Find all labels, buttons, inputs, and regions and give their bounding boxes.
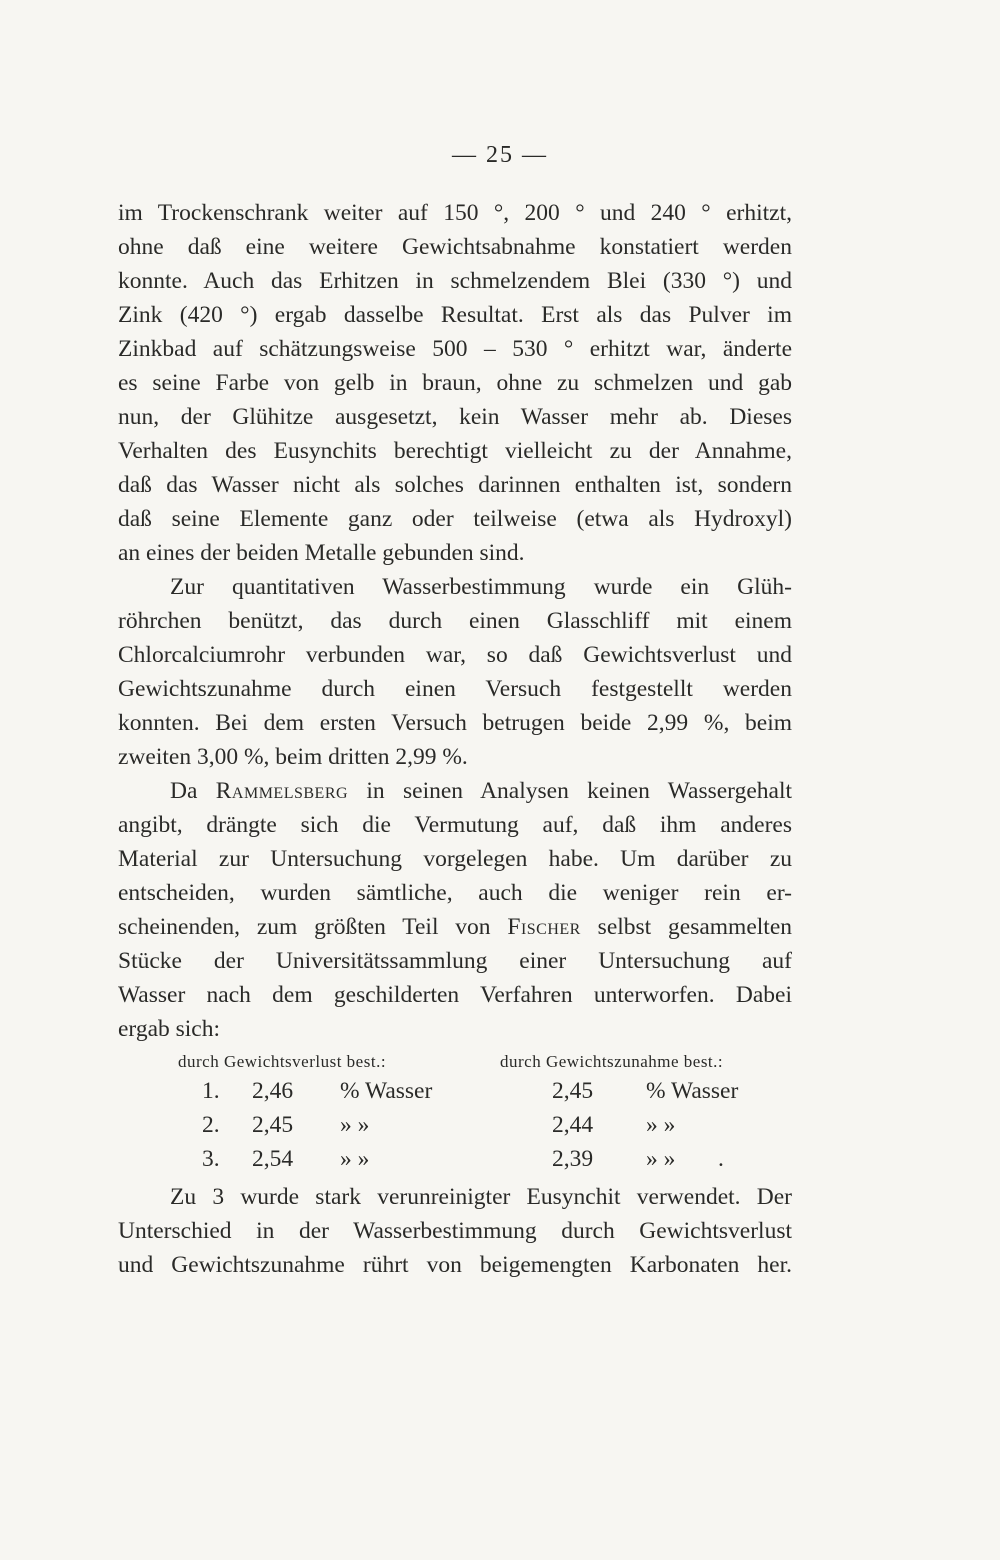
- text-fragment: scheinenden, zum größten Teil von: [118, 914, 508, 940]
- row-terminator: .: [718, 1146, 724, 1172]
- paragraph-4: [118, 1180, 792, 1282]
- text-line: Zink (420 °) ergab dasselbe Resultat. Erst als das Pulver im: [118, 302, 792, 328]
- text-line: Gewichtszunahme durch einen Versuch festgestellt werden: [118, 676, 792, 702]
- text-fragment: selbst gesammelten: [580, 914, 793, 940]
- weight-loss-unit: % Wasser: [340, 1078, 433, 1104]
- weight-gain-unit: % Wasser: [646, 1078, 739, 1104]
- table-row: [0, 1112, 1000, 1144]
- text-line: ohne daß eine weitere Gewichtsabnahme konstatiert werden: [118, 234, 792, 260]
- weight-gain-unit: » »: [646, 1146, 676, 1172]
- text-line: konnte. Auch das Erhitzen in schmelzendem Blei (330 °) und: [118, 268, 792, 294]
- text-line: nun, der Glühitze ausgesetzt, kein Wasser mehr ab. Dieses: [118, 404, 792, 430]
- text-line: Zur quantitativen Wasserbestimmung wurde ein Glüh-: [170, 574, 792, 600]
- text-line: es seine Farbe von gelb in braun, ohne zu schmelzen und gab: [118, 370, 792, 396]
- weight-gain-value: 2,45: [552, 1078, 594, 1104]
- author-name-rammelsberg: Rammelsberg: [215, 778, 349, 804]
- header-weight-gain: durch Gewichtszunahme best.:: [500, 1052, 724, 1071]
- text-fragment: in seinen Analysen keinen Wassergehalt: [348, 778, 793, 804]
- text-line: Zinkbad auf schätzungsweise 500 – 530 ° erhitzt war, änderte: [118, 336, 792, 362]
- text-line: Wasser nach dem geschilderten Verfahren unterworfen. Dabei: [118, 982, 792, 1008]
- text-line: und Gewichtszunahme rührt von beigemengten Karbonaten her.: [118, 1252, 792, 1278]
- weight-gain-unit: » »: [646, 1112, 676, 1138]
- paragraph-3: [118, 774, 792, 1046]
- author-name-fischer: Fischer: [507, 914, 581, 940]
- weight-gain-value: 2,39: [552, 1146, 594, 1172]
- paragraph-1: [118, 196, 792, 570]
- text-line: ergab sich:: [118, 1016, 221, 1042]
- weight-loss-value: 2,46: [252, 1078, 294, 1104]
- header-weight-loss: durch Gewichtsverlust best.:: [178, 1052, 387, 1071]
- text-line: [118, 910, 792, 944]
- page-number: — 25 —: [452, 142, 548, 168]
- weight-loss-value: 2,54: [252, 1146, 294, 1172]
- text-line: Unterschied in der Wasserbestimmung durch Gewichtsverlust: [118, 1218, 792, 1244]
- text-line: Verhalten des Eusynchits berechtigt vielleicht zu der Annahme,: [118, 438, 792, 464]
- text-line: an eines der beiden Metalle gebunden sind.: [118, 540, 525, 566]
- text-line: Material zur Untersuchung vorgelegen habe. Um darüber zu: [118, 846, 792, 872]
- text-line: röhrchen benützt, das durch einen Glasschliff mit einem: [118, 608, 792, 634]
- weight-loss-unit: » »: [340, 1146, 370, 1172]
- row-number: 1.: [202, 1078, 220, 1104]
- paragraph-2: [118, 570, 792, 774]
- weight-gain-value: 2,44: [552, 1112, 594, 1138]
- text-line: im Trockenschrank weiter auf 150 °, 200 ° und 240 ° erhitzt,: [118, 200, 792, 226]
- text-line: Zu 3 wurde stark verunreinigter Eusynchit verwendet. Der: [170, 1184, 792, 1210]
- text-line: daß das Wasser nicht als solches darinnen enthalten ist, sondern: [118, 472, 792, 498]
- text-fragment: Da: [170, 778, 216, 804]
- row-number: 2.: [202, 1112, 220, 1138]
- weight-loss-unit: » »: [340, 1112, 370, 1138]
- text-line: daß seine Elemente ganz oder teilweise (etwa als Hydroxyl): [118, 506, 792, 532]
- table-row: [0, 1146, 1000, 1178]
- text-line: konnten. Bei dem ersten Versuch betrugen beide 2,99 %, beim: [118, 710, 792, 736]
- text-line: entscheiden, wurden sämtliche, auch die weniger rein er-: [118, 880, 792, 906]
- text-line: zweiten 3,00 %, beim dritten 2,99 %.: [118, 744, 468, 770]
- text-line: angibt, drängte sich die Vermutung auf, daß ihm anderes: [118, 812, 792, 838]
- table-row: [0, 1078, 1000, 1110]
- text-line: Chlorcalciumrohr verbunden war, so daß Gewichtsverlust und: [118, 642, 792, 668]
- text-line: [118, 774, 792, 808]
- weight-loss-value: 2,45: [252, 1112, 294, 1138]
- row-number: 3.: [202, 1146, 220, 1172]
- text-line: Stücke der Universitätssammlung einer Untersuchung auf: [118, 948, 792, 974]
